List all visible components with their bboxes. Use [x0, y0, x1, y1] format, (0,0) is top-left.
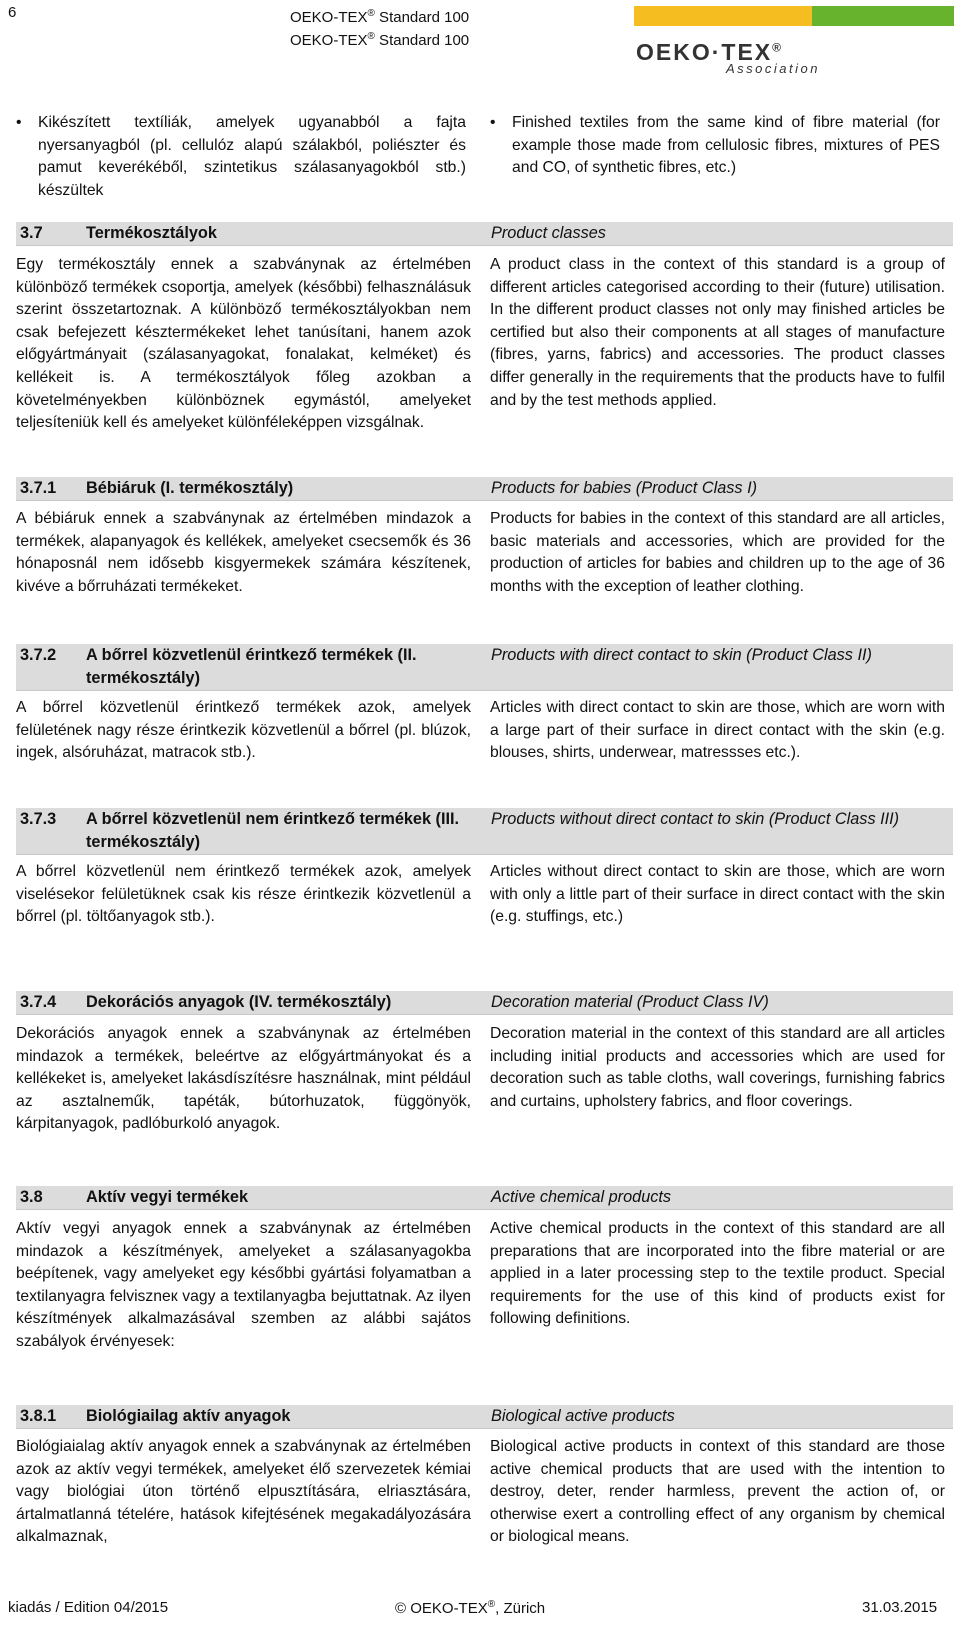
section-title-hu: Bébiáruk (I. termékosztály)	[86, 479, 294, 497]
standard-title-line-1: OEKO-TEX® Standard 100	[290, 8, 470, 26]
section-body-en: Products for babies in the context of this standard are all articles, basic materials and accessories, which are provided for the production of articles for babies and children up to the age of 36 months with the exception of leather clothing.	[490, 510, 945, 595]
section-title-en: Active chemical products	[491, 1188, 672, 1206]
logo-color-bars	[634, 6, 954, 26]
section-title-hu: Dekorációs anyagok (IV. termékosztály)	[86, 993, 392, 1011]
section-heading-3-7-4	[16, 991, 953, 1015]
section-number: 3.8	[20, 1188, 43, 1206]
section-heading-3-7-1	[16, 477, 953, 501]
section-body-en: Articles with direct contact to skin are those, which are worn with a large part of their surface in direct contact with the skin (e.g. blouses, shirts, underwear, matressses etc.).	[490, 699, 945, 762]
footer-edition: kiadás / Edition 04/2015	[8, 1599, 169, 1616]
section-number: 3.8.1	[20, 1407, 57, 1425]
section-body-en: Articles without direct contact to skin are those, which are worn with only a little part of their surface in direct contact with the skin (e.g. stuffings, etc.)	[490, 863, 945, 926]
section-title-en: Products with direct contact to skin (Product Class II)	[491, 646, 872, 664]
intro-text-en: Finished textiles from the same kind of fibre material (for example those made from cellulosic fibres, mixtures of PES and CO, of synthetic fibres, etc.)	[512, 114, 940, 177]
logo-wordmark: OEKO·TEX®	[636, 39, 783, 65]
logo-yellow-bar	[634, 6, 812, 26]
section-title-hu: A bőrrel közvetlenül nem érintkező termékek (III. termékosztály)	[86, 810, 460, 851]
footer-date: 31.03.2015	[862, 1599, 938, 1616]
section-body-hu: Egy termékosztály ennek a szabványnak az értelmében különböző termékek csoportja, amelyek (későbbi) felhasználásuk szerint összetartoznak. A különböző termékosztályokban nem csak befejezett késztermékeket lehet tanúsítani, hanem azok előgyártmányait (szálasanyagokat, fonalakat, kelméket) és kellékeit is. A termékosztályok főleg azokban a követelményekben különböznek egymástól, amelyeket teljesíteniük kell és amelyeket különféleképpen vizsgálnak.	[16, 256, 471, 432]
intro-bullet-hu	[16, 112, 466, 202]
section-title-hu: Termékosztályok	[86, 224, 217, 242]
section-title-en: Products for babies (Product Class I)	[491, 479, 758, 497]
section-title-hu: Aktív vegyi termékek	[86, 1188, 249, 1206]
section-body-hu: A bőrrel közvetlenül érintkező termékek azok, amelyek felületének nagy része érintkezik közvetlenül a bőrrel (pl. blúzok, ingek, alsóruházat, matracok stb.).	[16, 699, 471, 762]
section-number: 3.7.2	[20, 646, 57, 664]
footer-copyright: © OEKO-TEX®, Zürich	[395, 1599, 546, 1617]
section-title-en: Product classes	[491, 224, 606, 242]
logo-green-bar	[812, 6, 954, 26]
intro-bullet-en	[490, 112, 940, 180]
page-number: 6	[8, 4, 17, 21]
section-heading-3-7	[16, 222, 953, 246]
oeko-tex-logo	[634, 6, 954, 76]
section-title-hu: A bőrrel közvetlenül érintkező termékek (II. termékosztály)	[86, 646, 417, 687]
section-title-hu: Biológiailag aktív anyagok	[86, 1407, 291, 1425]
section-body-en: A product class in the context of this standard is a group of different articles categorised according to their (future) utilisation. In the different product classes not only may finished articles be certified but also their components at all stages of manufacture (fibres, yarns, fabrics) and accessories. The product classes differ generally in the requirements that the products have to fulfil and by the test methods applied.	[490, 256, 945, 409]
section-title-en: Products without direct contact to skin (Product Class III)	[491, 810, 900, 828]
standard-title-line-2: OEKO-TEX® Standard 100	[290, 31, 470, 49]
section-heading-3-7-3	[16, 808, 953, 855]
section-title-en: Biological active products	[491, 1407, 675, 1425]
section-body-hu: Dekorációs anyagok ennek a szabványnak az értelmében mindazok a termékek, beleértve az előgyártmányokat és a kellékeket is, amelyeket lakásdíszítésre használnak, mint például az asztalneműk, tapéták, bútorhuzatok, függönyök, kárpitanyagok, padlóburkoló anyagok.	[16, 1025, 471, 1133]
section-body-hu: Biológiaialag aktív anyagok ennek a szabványnak az értelmében azok az aktív vegyi termékek, amelyeket élő szervezetek kémiai vagy biológiai úton történő elpusztítására, elriasztására, ártalmatlanná tételére, hatások kifejtésének megakadályozására alkalmaznak,	[16, 1438, 471, 1546]
section-number: 3.7.3	[20, 810, 57, 828]
bullet-icon: •	[16, 114, 22, 131]
section-body-hu: A bőrrel közvetlenül nem érintkező termékek azok, amelyek viselésekor felületüknek csak kis része érintkezik közvetlenül a bőrrel (pl. töltőanyagok stb.).	[16, 863, 471, 926]
section-body-hu: Aktív vegyi anyagok ennek a szabványnak az értelmében mindazok a készítmények, amelyeket a szálasanyagokba beépítenek, vagy amelyeket egy későbbi gyártási folyamatban a textilanyagra felviszneк vagy a textilanyagba bejuttatnak. Az ilyen készítmények alkalmazásával szemben az alábbi sajátos szabályok érvényesek:	[16, 1220, 471, 1350]
section-heading-3-8	[16, 1186, 953, 1210]
section-number: 3.7.1	[20, 479, 57, 497]
section-body-hu: A bébiáruk ennek a szabványnak az értelmében mindazok a termékek, alapanyagok és kellékek, amelyeket csecsemők és 36 hónaposnál nem idősebb kisgyermekek számára készítenek, kivéve a bőrruházati termékeket.	[16, 510, 471, 595]
intro-text-hu: Kikészített textíliák, amelyek ugyanabból a fajta nyersanyagból (pl. cellulóz alapú szálakból, poliészter és pamut keverékéből, szintetikus szálasanyagokból stb.) készültek	[38, 114, 466, 199]
section-body-en: Decoration material in the context of this standard are all articles including initial products and accessories which are used for decoration such as table cloths, wall coverings, furnishing fabrics and curtains, upholstery fabrics, and floor coverings.	[490, 1025, 945, 1110]
section-body-en: Biological active products in context of this standard are those active chemical products that are used with the intention to destroy, deter, render harmless, prevent the action of, or otherwise exert a controlling effect of any organism by chemical or biological means.	[490, 1438, 945, 1546]
section-body-en: Active chemical products in the context of this standard are all preparations that are incorporated into the fibre material or are applied in a later processing step to the textile product. Special requirements for the use of this kind of products exist for following definitions.	[490, 1220, 945, 1328]
standard-title	[290, 4, 469, 50]
logo-tagline: Association	[726, 61, 820, 76]
section-number: 3.7	[20, 224, 43, 242]
section-heading-3-7-2	[16, 644, 953, 691]
section-title-en: Decoration material (Product Class IV)	[491, 993, 769, 1011]
bullet-icon: •	[490, 114, 496, 131]
section-heading-3-8-1	[16, 1405, 953, 1429]
section-number: 3.7.4	[20, 993, 57, 1011]
